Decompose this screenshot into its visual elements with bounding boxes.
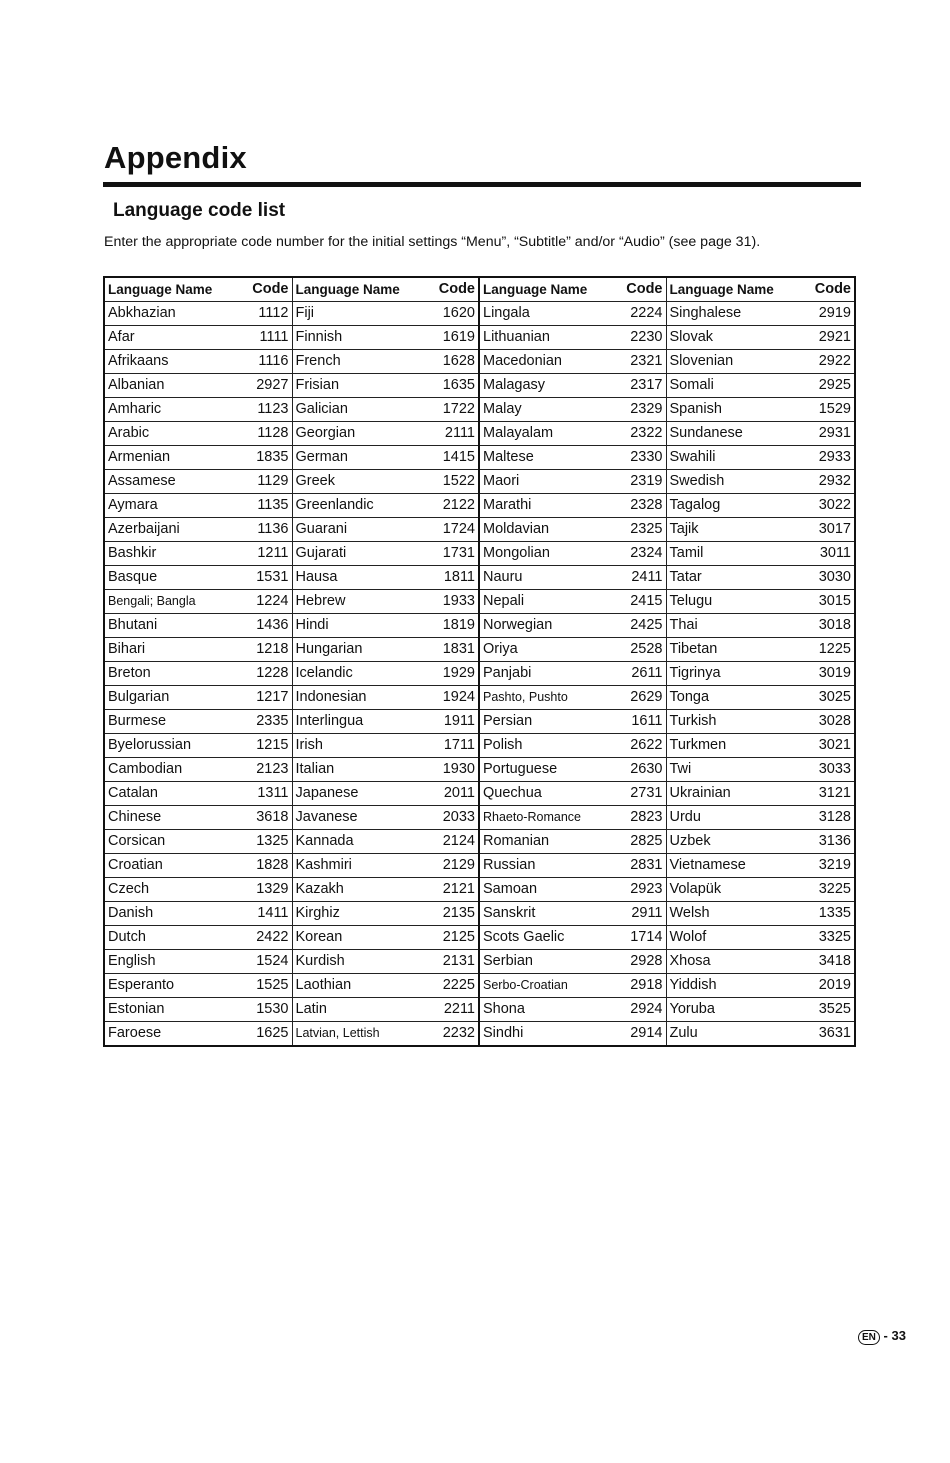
language-code-cell: 3011 [807, 542, 855, 566]
language-code-cell: 3022 [807, 494, 855, 518]
language-code-cell: 2328 [619, 494, 666, 518]
language-name-cell: Volapük [666, 878, 807, 902]
language-name-cell: Byelorussian [104, 734, 246, 758]
language-name-cell: Danish [104, 902, 246, 926]
language-name-cell: Javanese [292, 806, 432, 830]
column-header-code: Code [432, 277, 479, 302]
language-name-cell: Welsh [666, 902, 807, 926]
language-code-cell: 2211 [432, 998, 479, 1022]
language-code-cell: 2921 [807, 326, 855, 350]
language-code-cell: 1811 [432, 566, 479, 590]
language-name-cell: Fiji [292, 302, 432, 326]
language-name-cell: Sanskrit [479, 902, 619, 926]
language-name-cell: Tamil [666, 542, 807, 566]
language-name-cell: Tagalog [666, 494, 807, 518]
language-code-cell: 1225 [807, 638, 855, 662]
language-name-cell: Kurdish [292, 950, 432, 974]
table-row [104, 494, 855, 518]
column-header-language-name: Language Name [104, 277, 246, 302]
language-name-cell: Azerbaijani [104, 518, 246, 542]
table-row [104, 566, 855, 590]
language-name-cell: Italian [292, 758, 432, 782]
language-name-cell: Swahili [666, 446, 807, 470]
language-code-cell: 2923 [619, 878, 666, 902]
language-code-cell: 1819 [432, 614, 479, 638]
table-row [104, 998, 855, 1022]
column-header-code: Code [807, 277, 855, 302]
language-name-cell: Dutch [104, 926, 246, 950]
language-code-cell: 1128 [246, 422, 292, 446]
language-name-cell: Burmese [104, 710, 246, 734]
language-name-cell: Romanian [479, 830, 619, 854]
language-code-cell: 1217 [246, 686, 292, 710]
language-name-cell: Gujarati [292, 542, 432, 566]
language-name-cell: Turkmen [666, 734, 807, 758]
table-body [104, 302, 855, 1047]
language-code-cell: 1224 [246, 590, 292, 614]
language-name-cell: Catalan [104, 782, 246, 806]
table-row [104, 902, 855, 926]
language-name-cell: Kirghiz [292, 902, 432, 926]
language-code-cell: 2131 [432, 950, 479, 974]
language-name-cell: Hindi [292, 614, 432, 638]
table-row [104, 326, 855, 350]
column-header-code: Code [246, 277, 292, 302]
language-code-cell: 1129 [246, 470, 292, 494]
table-row [104, 926, 855, 950]
language-name-cell: Spanish [666, 398, 807, 422]
language-name-cell: Kashmiri [292, 854, 432, 878]
language-code-cell: 2232 [432, 1022, 479, 1047]
language-code-cell: 2415 [619, 590, 666, 614]
language-code-cell: 2528 [619, 638, 666, 662]
language-code-cell: 2324 [619, 542, 666, 566]
language-name-cell: Nepali [479, 590, 619, 614]
table-row [104, 638, 855, 662]
language-name-cell: Malagasy [479, 374, 619, 398]
language-name-cell: Sindhi [479, 1022, 619, 1047]
language-name-cell: Faroese [104, 1022, 246, 1047]
language-code-cell: 2129 [432, 854, 479, 878]
language-code-cell: 1711 [432, 734, 479, 758]
language-name-cell: Samoan [479, 878, 619, 902]
language-name-cell: Ukrainian [666, 782, 807, 806]
column-header-language-name: Language Name [666, 277, 807, 302]
title-rule [103, 182, 861, 187]
language-code-cell: 2122 [432, 494, 479, 518]
table-row [104, 374, 855, 398]
language-code-cell: 2329 [619, 398, 666, 422]
language-name-cell: Hebrew [292, 590, 432, 614]
language-code-cell: 3025 [807, 686, 855, 710]
language-code-cell: 2919 [807, 302, 855, 326]
language-code-cell: 2124 [432, 830, 479, 854]
language-code-cell: 2825 [619, 830, 666, 854]
language-code-cell: 1525 [246, 974, 292, 998]
language-name-cell: Latvian, Lettish [292, 1022, 432, 1047]
language-code-cell: 1415 [432, 446, 479, 470]
language-name-cell: Yiddish [666, 974, 807, 998]
language-name-cell: Lingala [479, 302, 619, 326]
language-name-cell: Tonga [666, 686, 807, 710]
language-code-cell: 2230 [619, 326, 666, 350]
language-code-cell: 2422 [246, 926, 292, 950]
language-name-cell: Aymara [104, 494, 246, 518]
language-name-cell: Esperanto [104, 974, 246, 998]
language-code-cell: 1529 [807, 398, 855, 422]
table-row [104, 422, 855, 446]
table-row [104, 710, 855, 734]
language-code-cell: 2914 [619, 1022, 666, 1047]
language-name-cell: Quechua [479, 782, 619, 806]
language-code-cell: 2123 [246, 758, 292, 782]
language-name-cell: Rhaeto-Romance [479, 806, 619, 830]
language-name-cell: Irish [292, 734, 432, 758]
language-code-cell: 1828 [246, 854, 292, 878]
language-name-cell: Slovak [666, 326, 807, 350]
language-code-cell: 2335 [246, 710, 292, 734]
language-name-cell: Afrikaans [104, 350, 246, 374]
table-row [104, 662, 855, 686]
table-row [104, 950, 855, 974]
language-name-cell: Kazakh [292, 878, 432, 902]
language-name-cell: Hungarian [292, 638, 432, 662]
language-code-cell: 1136 [246, 518, 292, 542]
column-header-code: Code [619, 277, 666, 302]
language-name-cell: Afar [104, 326, 246, 350]
language-name-cell: Zulu [666, 1022, 807, 1047]
language-name-cell: Malayalam [479, 422, 619, 446]
language-code-cell: 2933 [807, 446, 855, 470]
language-code-cell: 3525 [807, 998, 855, 1022]
page-number: - 33 [883, 1328, 906, 1343]
language-name-cell: Yoruba [666, 998, 807, 1022]
language-code-cell: 1325 [246, 830, 292, 854]
language-name-cell: Cambodian [104, 758, 246, 782]
language-name-cell: Amharic [104, 398, 246, 422]
language-name-cell: Urdu [666, 806, 807, 830]
language-name-cell: Tajik [666, 518, 807, 542]
language-code-cell: 1218 [246, 638, 292, 662]
language-code-cell: 3225 [807, 878, 855, 902]
language-name-cell: Korean [292, 926, 432, 950]
language-name-cell: Tigrinya [666, 662, 807, 686]
language-code-cell: 1835 [246, 446, 292, 470]
language-name-cell: Thai [666, 614, 807, 638]
language-code-cell: 3033 [807, 758, 855, 782]
language-name-cell: Arabic [104, 422, 246, 446]
table-row [104, 446, 855, 470]
language-name-cell: Sundanese [666, 422, 807, 446]
language-name-cell: Frisian [292, 374, 432, 398]
language-code-cell: 3618 [246, 806, 292, 830]
language-code-cell: 2622 [619, 734, 666, 758]
table-row [104, 518, 855, 542]
language-name-cell: French [292, 350, 432, 374]
language-code-cell: 3019 [807, 662, 855, 686]
language-code-cell: 3021 [807, 734, 855, 758]
language-name-cell: Chinese [104, 806, 246, 830]
language-name-cell: Interlingua [292, 710, 432, 734]
language-name-cell: Marathi [479, 494, 619, 518]
language-name-cell: Oriya [479, 638, 619, 662]
language-code-cell: 1625 [246, 1022, 292, 1047]
language-code-cell: 2135 [432, 902, 479, 926]
language-code-cell: 1411 [246, 902, 292, 926]
table-row [104, 974, 855, 998]
language-code-cell: 2111 [432, 422, 479, 446]
language-name-cell: Panjabi [479, 662, 619, 686]
language-code-cell: 1531 [246, 566, 292, 590]
language-code-cell: 1635 [432, 374, 479, 398]
language-code-cell: 2932 [807, 470, 855, 494]
language-code-cell: 1215 [246, 734, 292, 758]
language-code-cell: 1228 [246, 662, 292, 686]
language-name-cell: Uzbek [666, 830, 807, 854]
language-name-cell: Slovenian [666, 350, 807, 374]
language-name-cell: Vietnamese [666, 854, 807, 878]
language-name-cell: Telugu [666, 590, 807, 614]
language-name-cell: Russian [479, 854, 619, 878]
language-code-cell: 2011 [432, 782, 479, 806]
language-code-cell: 2925 [807, 374, 855, 398]
language-name-cell: Bihari [104, 638, 246, 662]
section-heading: Language code list [113, 200, 286, 221]
language-code-cell: 3418 [807, 950, 855, 974]
language-code-cell: 1311 [246, 782, 292, 806]
language-name-cell: Scots Gaelic [479, 926, 619, 950]
language-name-cell: Albanian [104, 374, 246, 398]
language-name-cell: Tatar [666, 566, 807, 590]
language-name-cell: Maltese [479, 446, 619, 470]
language-code-cell: 2321 [619, 350, 666, 374]
language-code-cell: 1924 [432, 686, 479, 710]
table-row [104, 1022, 855, 1047]
language-code-cell: 3631 [807, 1022, 855, 1047]
language-code-cell: 1524 [246, 950, 292, 974]
language-code-cell: 1930 [432, 758, 479, 782]
language-code-cell: 3018 [807, 614, 855, 638]
language-name-cell: Singhalese [666, 302, 807, 326]
language-name-cell: Greenlandic [292, 494, 432, 518]
language-code-cell: 2630 [619, 758, 666, 782]
language-code-cell: 2931 [807, 422, 855, 446]
table-row [104, 302, 855, 326]
language-name-cell: Croatian [104, 854, 246, 878]
language-name-cell: Bengali; Bangla [104, 590, 246, 614]
language-name-cell: Moldavian [479, 518, 619, 542]
language-name-cell: Macedonian [479, 350, 619, 374]
language-code-cell: 3121 [807, 782, 855, 806]
language-code-cell: 1714 [619, 926, 666, 950]
language-code-cell: 2918 [619, 974, 666, 998]
language-name-cell: Icelandic [292, 662, 432, 686]
table-row [104, 782, 855, 806]
language-name-cell: Twi [666, 758, 807, 782]
language-code-cell: 1116 [246, 350, 292, 374]
language-code-cell: 2317 [619, 374, 666, 398]
table-row [104, 590, 855, 614]
table-header-row [104, 277, 855, 302]
language-name-cell: Serbo-Croatian [479, 974, 619, 998]
language-code-cell: 2928 [619, 950, 666, 974]
table-row [104, 398, 855, 422]
table-row [104, 734, 855, 758]
language-code-cell: 1619 [432, 326, 479, 350]
language-name-cell: Norwegian [479, 614, 619, 638]
language-code-cell: 2922 [807, 350, 855, 374]
language-code-cell: 2924 [619, 998, 666, 1022]
table-row [104, 830, 855, 854]
page-title: Appendix [104, 140, 247, 175]
language-name-cell: Estonian [104, 998, 246, 1022]
column-header-language-name: Language Name [479, 277, 619, 302]
language-code-cell: 2224 [619, 302, 666, 326]
language-name-cell: Georgian [292, 422, 432, 446]
table-row [104, 758, 855, 782]
language-name-cell: Lithuanian [479, 326, 619, 350]
language-code-cell: 1436 [246, 614, 292, 638]
language-name-cell: Wolof [666, 926, 807, 950]
table-row [104, 614, 855, 638]
language-code-cell: 1335 [807, 902, 855, 926]
language-name-cell: Corsican [104, 830, 246, 854]
language-name-cell: Xhosa [666, 950, 807, 974]
language-code-cell: 2831 [619, 854, 666, 878]
table-row [104, 854, 855, 878]
language-code-cell: 2121 [432, 878, 479, 902]
language-code-cell: 3028 [807, 710, 855, 734]
language-name-cell: Guarani [292, 518, 432, 542]
language-code-cell: 3325 [807, 926, 855, 950]
language-code-cell: 1731 [432, 542, 479, 566]
language-code-cell: 1831 [432, 638, 479, 662]
language-name-cell: Tibetan [666, 638, 807, 662]
language-code-cell: 3128 [807, 806, 855, 830]
language-code-cell: 3219 [807, 854, 855, 878]
language-name-cell: Greek [292, 470, 432, 494]
language-name-cell: Somali [666, 374, 807, 398]
table-row [104, 470, 855, 494]
language-name-cell: Turkish [666, 710, 807, 734]
table-row [104, 542, 855, 566]
language-code-cell: 1522 [432, 470, 479, 494]
table-row [104, 878, 855, 902]
language-code-cell: 2225 [432, 974, 479, 998]
table-row [104, 350, 855, 374]
language-name-cell: English [104, 950, 246, 974]
language-code-cell: 2330 [619, 446, 666, 470]
language-code-cell: 1111 [246, 326, 292, 350]
language-name-cell: Japanese [292, 782, 432, 806]
language-code-cell: 2611 [619, 662, 666, 686]
language-name-cell: Galician [292, 398, 432, 422]
language-code-cell: 3015 [807, 590, 855, 614]
table-row [104, 806, 855, 830]
language-name-cell: Indonesian [292, 686, 432, 710]
language-name-cell: Maori [479, 470, 619, 494]
language-name-cell: Polish [479, 734, 619, 758]
language-name-cell: Serbian [479, 950, 619, 974]
language-code-table [103, 276, 856, 1047]
language-code-cell: 1722 [432, 398, 479, 422]
language-name-cell: Breton [104, 662, 246, 686]
language-name-cell: Bashkir [104, 542, 246, 566]
language-code-cell: 2731 [619, 782, 666, 806]
language-code-cell: 1933 [432, 590, 479, 614]
language-name-cell: Mongolian [479, 542, 619, 566]
language-code-cell: 2927 [246, 374, 292, 398]
language-code-cell: 1112 [246, 302, 292, 326]
language-code-cell: 1211 [246, 542, 292, 566]
language-code-cell: 2019 [807, 974, 855, 998]
language-badge: EN [858, 1330, 880, 1345]
language-code-cell: 2322 [619, 422, 666, 446]
language-name-cell: Abkhazian [104, 302, 246, 326]
language-code-cell: 1135 [246, 494, 292, 518]
page-footer [858, 1328, 906, 1345]
language-name-cell: Malay [479, 398, 619, 422]
language-name-cell: Assamese [104, 470, 246, 494]
language-code-cell: 3017 [807, 518, 855, 542]
language-name-cell: Armenian [104, 446, 246, 470]
language-code-cell: 1123 [246, 398, 292, 422]
language-name-cell: Latin [292, 998, 432, 1022]
language-name-cell: Basque [104, 566, 246, 590]
language-name-cell: Hausa [292, 566, 432, 590]
language-code-cell: 2325 [619, 518, 666, 542]
language-name-cell: Portuguese [479, 758, 619, 782]
language-name-cell: Bhutani [104, 614, 246, 638]
language-code-cell: 2823 [619, 806, 666, 830]
language-code-cell: 1611 [619, 710, 666, 734]
language-name-cell: Bulgarian [104, 686, 246, 710]
language-name-cell: German [292, 446, 432, 470]
language-code-cell: 1530 [246, 998, 292, 1022]
language-code-cell: 2033 [432, 806, 479, 830]
language-code-cell: 1724 [432, 518, 479, 542]
table-row [104, 686, 855, 710]
language-name-cell: Swedish [666, 470, 807, 494]
language-code-cell: 2911 [619, 902, 666, 926]
language-code-cell: 2125 [432, 926, 479, 950]
language-code-cell: 1929 [432, 662, 479, 686]
intro-text: Enter the appropriate code number for the initial settings “Menu”, “Subtitle” and/or “Audio” (see page 31). [104, 234, 761, 250]
language-name-cell: Kannada [292, 830, 432, 854]
language-name-cell: Czech [104, 878, 246, 902]
language-name-cell: Finnish [292, 326, 432, 350]
language-name-cell: Laothian [292, 974, 432, 998]
language-code-cell: 2319 [619, 470, 666, 494]
language-code-cell: 2411 [619, 566, 666, 590]
language-name-cell: Shona [479, 998, 619, 1022]
language-code-cell: 3030 [807, 566, 855, 590]
language-code-cell: 1620 [432, 302, 479, 326]
language-name-cell: Persian [479, 710, 619, 734]
language-code-cell: 2629 [619, 686, 666, 710]
column-header-language-name: Language Name [292, 277, 432, 302]
language-code-cell: 2425 [619, 614, 666, 638]
language-name-cell: Pashto, Pushto [479, 686, 619, 710]
language-code-cell: 1329 [246, 878, 292, 902]
language-name-cell: Nauru [479, 566, 619, 590]
language-code-cell: 1911 [432, 710, 479, 734]
language-code-cell: 3136 [807, 830, 855, 854]
language-code-cell: 1628 [432, 350, 479, 374]
